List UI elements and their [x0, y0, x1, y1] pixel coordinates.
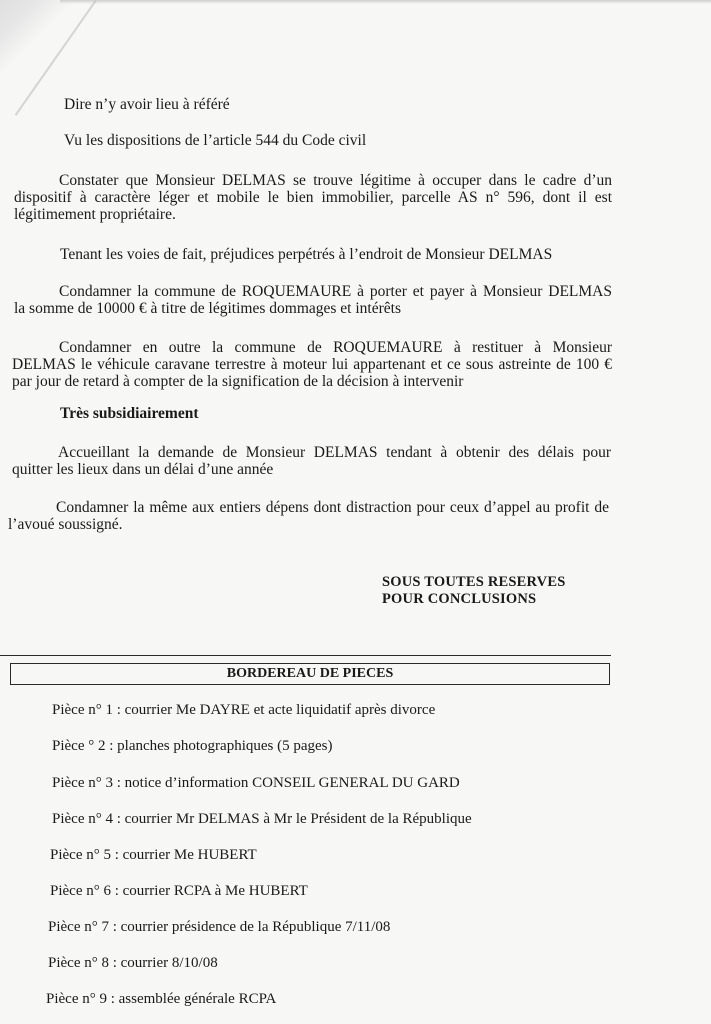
signature-line-1: SOUS TOUTES RESERVES: [382, 574, 566, 590]
signature-line-2: POUR CONCLUSIONS: [382, 591, 537, 607]
piece-item-5: Pièce n° 5 : courrier Me HUBERT: [50, 847, 257, 863]
paragraph-condamner-line2: la somme de 10000 € à titre de légitimes dommages et intérêts: [14, 300, 401, 317]
piece-item-2: Pièce ° 2 : planches photographiques (5 pages): [52, 738, 333, 754]
paragraph-depens-line2: l’avoué soussigné.: [8, 516, 123, 533]
paragraph-constater-line2: dispositif à caractère léger et mobile le bien immobilier, parcelle AS n° 596, dont il est: [14, 189, 612, 206]
paragraph-condamner-line1: Condamner la commune de ROQUEMAURE à porter et payer à Monsieur DELMAS: [59, 283, 612, 300]
paragraph-restituer-line3: par jour de retard à compter de la signification de la décision à intervenir: [12, 373, 464, 390]
piece-item-6: Pièce n° 6 : courrier RCPA à Me HUBERT: [50, 883, 308, 899]
paragraph-refere: Dire n’y avoir lieu à référé: [64, 96, 230, 113]
paragraph-article-544: Vu les dispositions de l’article 544 du Code civil: [64, 132, 367, 149]
paragraph-depens-line1: Condamner la même aux entiers dépens dont distraction pour ceux d’appel au profit de: [56, 499, 609, 516]
paragraph-restituer-line2: DELMAS le véhicule caravane terrestre à moteur lui appartenant et ce sous astreinte de 100 €: [12, 356, 612, 373]
paragraph-delais-line2: quitter les lieux dans un délai d’une année: [12, 461, 274, 478]
bordereau-title: BORDEREAU DE PIECES: [226, 666, 394, 681]
section-divider: [0, 655, 611, 656]
page-top-edge: [60, 0, 711, 4]
paragraph-constater-line1: Constater que Monsieur DELMAS se trouve légitime à occuper dans le cadre d’un: [59, 172, 612, 189]
piece-item-7: Pièce n° 7 : courrier présidence de la République 7/11/08: [48, 919, 391, 935]
bordereau-title-box: [10, 663, 610, 685]
piece-item-9: Pièce n° 9 : assemblée générale RCPA: [46, 991, 277, 1007]
heading-tres-subsidiairement: Très subsidiairement: [60, 405, 199, 422]
piece-item-4: Pièce n° 4 : courrier Mr DELMAS à Mr le Président de la République: [52, 811, 472, 827]
paragraph-voies-de-fait: Tenant les voies de fait, préjudices perpétrés à l’endroit de Monsieur DELMAS: [60, 246, 553, 263]
folded-corner: [0, 0, 90, 90]
paragraph-delais-line1: Accueillant la demande de Monsieur DELMAS tendant à obtenir des délais pour: [58, 444, 611, 461]
piece-item-3: Pièce n° 3 : notice d’information CONSEIL GENERAL DU GARD: [52, 775, 460, 791]
piece-item-8: Pièce n° 8 : courrier 8/10/08: [48, 955, 218, 971]
signature-block: [382, 574, 565, 608]
piece-item-1: Pièce n° 1 : courrier Me DAYRE et acte liquidatif après divorce: [52, 702, 436, 718]
paragraph-constater-line3: légitimement propriétaire.: [14, 206, 176, 223]
paragraph-restituer-line1: Condamner en outre la commune de ROQUEMAURE à restituer à Monsieur: [59, 339, 612, 356]
